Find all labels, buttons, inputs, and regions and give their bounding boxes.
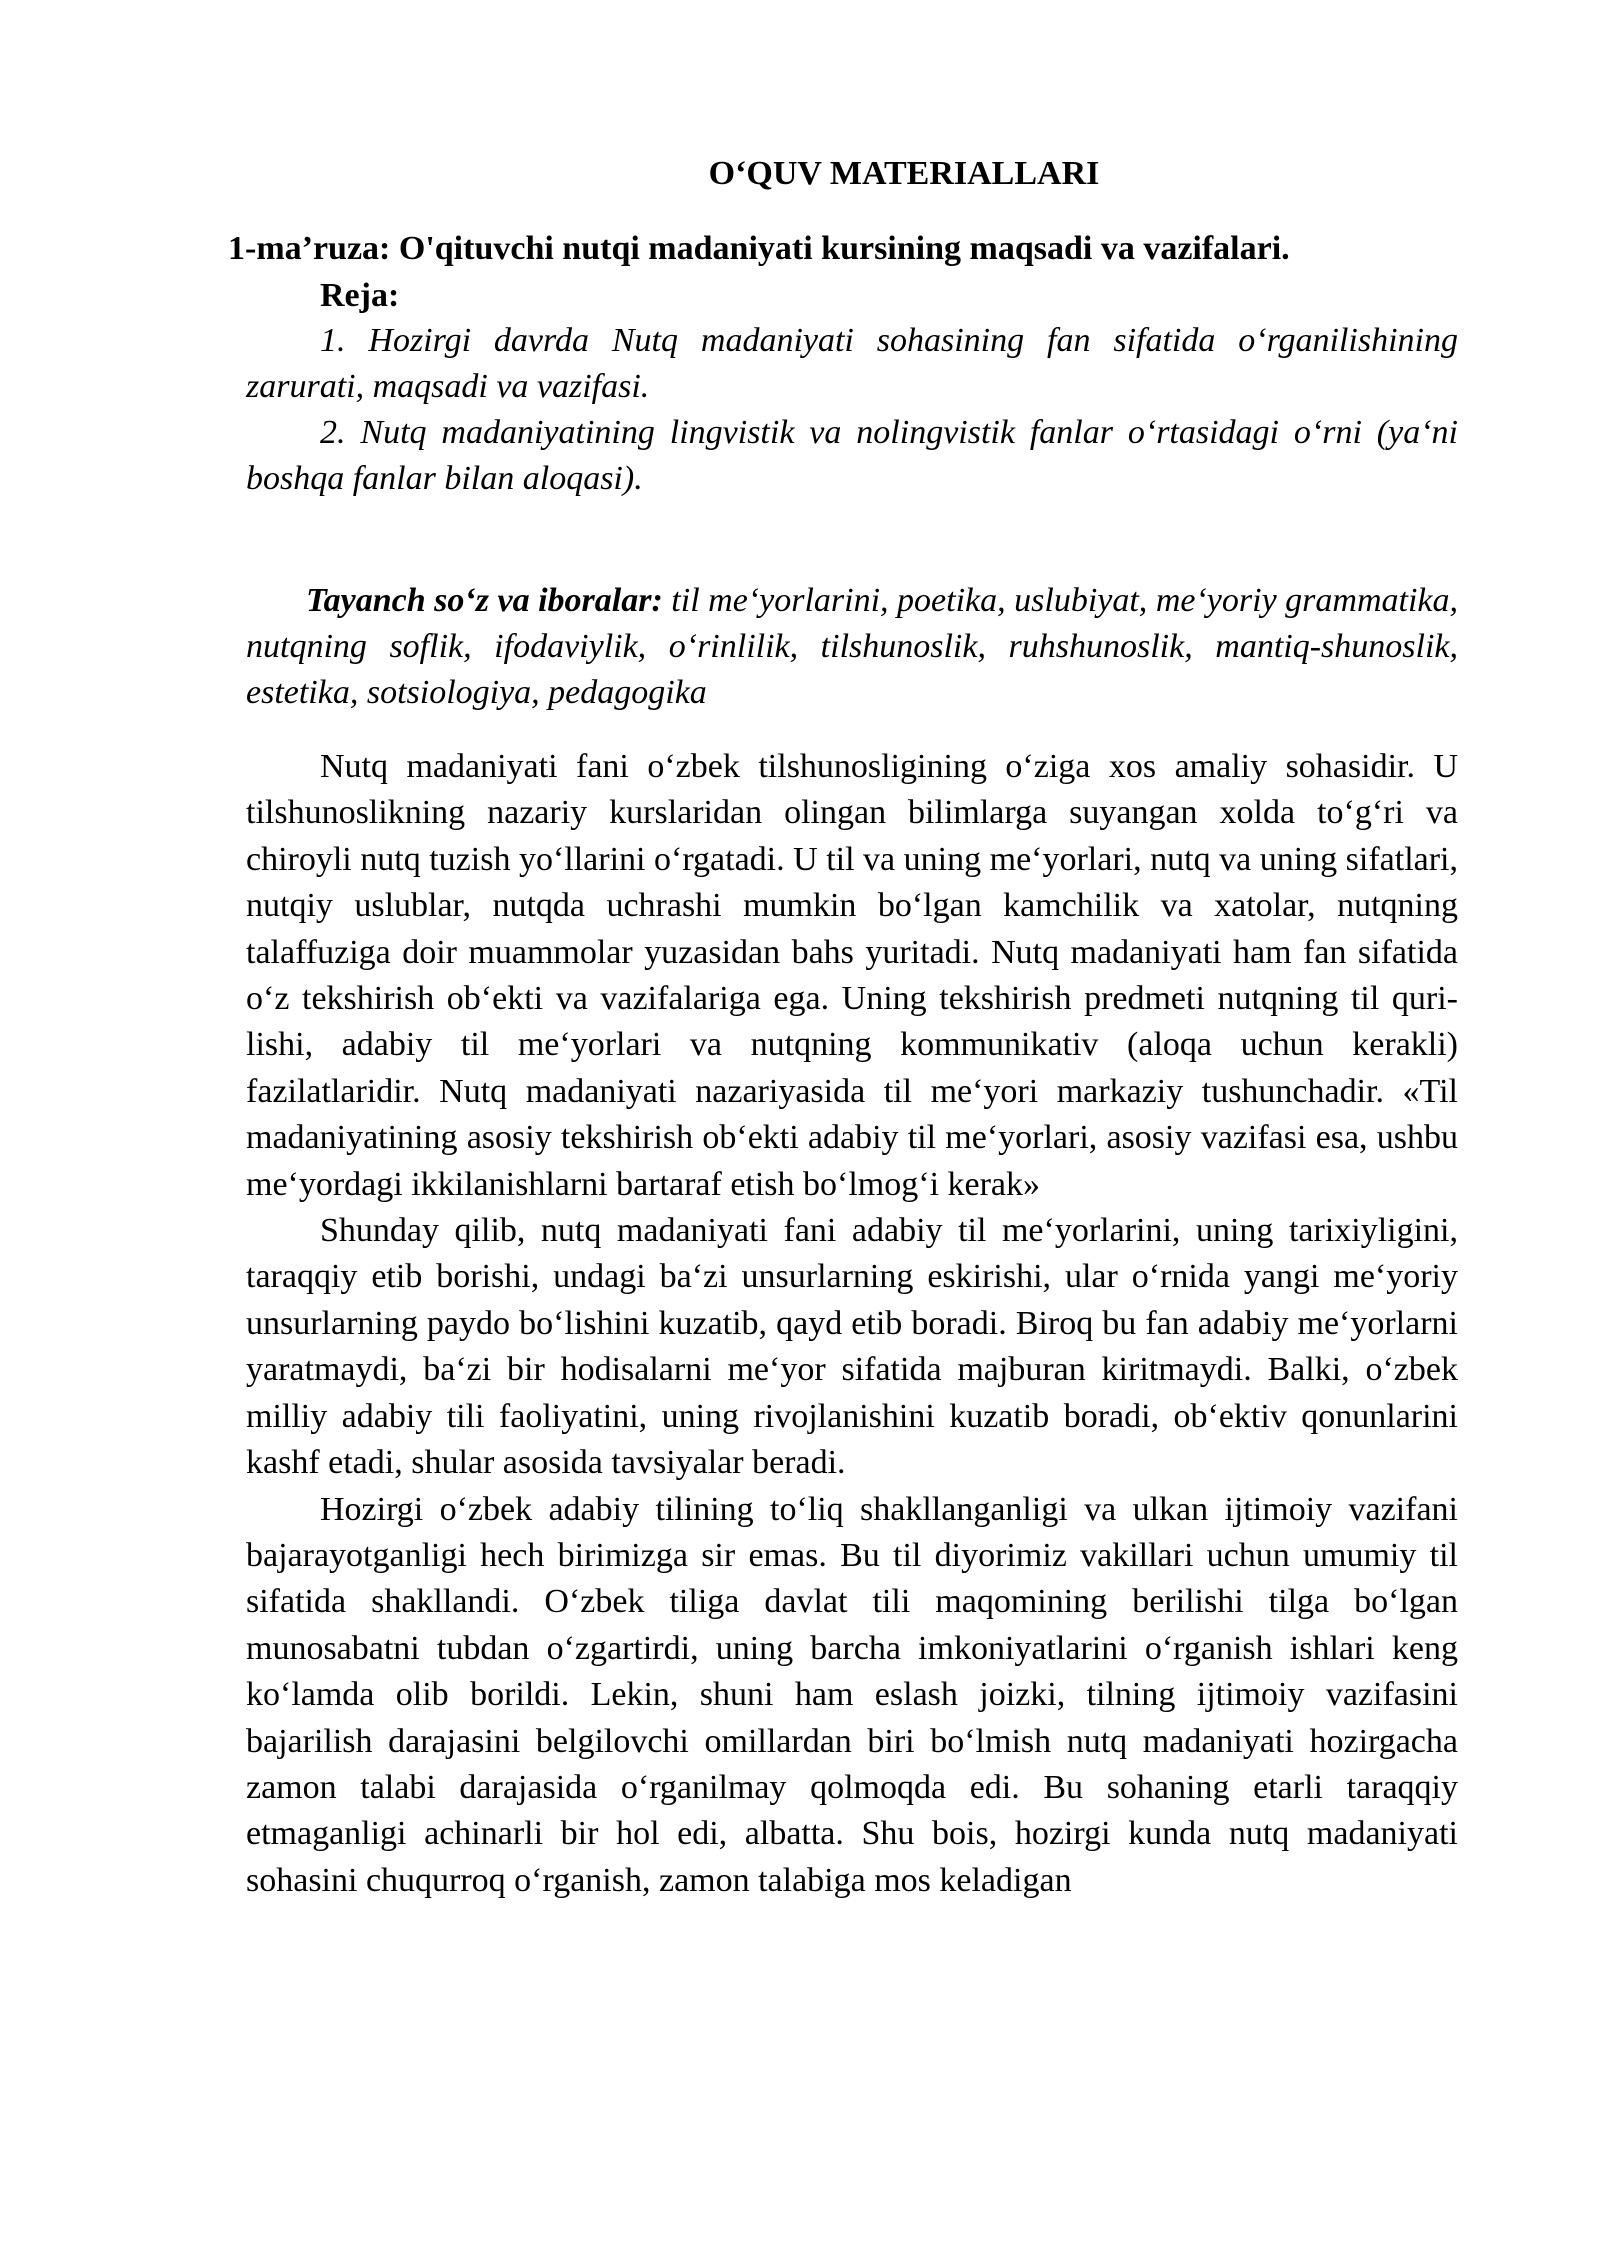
body-paragraph: Shunday qilib, nutq madaniyati fani adabiy til me‘yorlarini, uning tarixiyligini, taraqqiy etib borishi, undagi ba‘zi unsurlarning eskirishi, ular o‘rnida yangi me‘yoriy unsurlarning paydo bo‘lishini kuzatib, qayd etib boradi. Biroq bu fan adabiy me‘yorlarni yaratmaydi, ba‘zi bir hodisalarni me‘yor sifatida majburan kiritmaydi. Balki, o‘zbek milliy adabiy tili faoliyatini, uning rivojlanishini kuzatib boradi, ob‘ektiv qonunlarini kashf etadi, shular asosida tavsiyalar beradi. — [246, 1212, 1458, 1482]
document-title: O‘QUV MATERIALLARI — [708, 155, 1100, 192]
keywords-paragraph — [246, 578, 1458, 716]
plan-item: 2. Nutq madaniyatining lingvistik va nolingvistik fanlar o‘rtasidagi o‘rni (ya‘ni boshqa fanlar bilan aloqasi). — [246, 414, 1458, 497]
plan-label: Reja: — [320, 277, 400, 314]
body-paragraph: Nutq madaniyati fani o‘zbek tilshunosligining o‘ziga xos amaliy sohasidir. U tilshunoslikning nazariy kurslaridan olingan bilimlarga suyangan xolda to‘g‘ri va chiroyli nutq tuzish yo‘llarini o‘rgatadi. U til va uning me‘yorlari, nutq va uning sifatlari, nutqiy uslublar, nutqda uchrashi mumkin bo‘lgan kamchilik va xatolar, nutqning talaffuziga doir muammolar yuzasidan bahs yuritadi. Nutq madaniyati ham fan sifatida o‘z tekshirish ob‘ekti va vazifalariga ega. Uning tekshirish predmeti nutqning til quri-lishi, adabiy til me‘yorlari va nutqning kommunikativ (aloqa uchun kerakli) fazilatlaridir. Nutq madaniyati nazariyasida til me‘yori markaziy tushunchadir. «Til madaniyatining asosiy tekshirish ob‘ekti adabiy til me‘yorlari, asosiy vazifasi esa, ushbu me‘yordagi ikkilanishlarni bartaraf etish bo‘lmog‘i kerak» — [246, 748, 1458, 1203]
keywords-label: Tayanch so‘z va iboralar: — [306, 582, 663, 619]
keywords-list: til me‘yorlarini, poetika, uslubiyat, me‘yoriy grammatika, nutqning soflik, ifodaviylik, o‘rinlilik, tilshunoslik, ruhshunoslik, mantiq-shunoslik, estetika, sotsiologiya, pedagogika — [246, 582, 1458, 711]
lecture-heading: 1-ma’ruza: O'qituvchi nutqi madaniyati kursining maqsadi va vazifalari. — [228, 230, 1290, 267]
body-text — [246, 744, 1458, 1904]
body-paragraph: Hozirgi o‘zbek adabiy tilining to‘liq shakllanganligi va ulkan ijtimoiy vazifani bajarayotganligi hech birimizga sir emas. Bu til diyorimiz vakillari uchun umumiy til sifatida shakllandi. O‘zbek tiliga davlat tili maqomining berilishi tilga bo‘lgan munosabatni tubdan o‘zgartirdi, uning barcha imkoniyatlarini o‘rganish ishlari keng ko‘lamda olib borildi. Lekin, shuni ham eslash joizki, tilning ijtimoiy vazifasini bajarilish darajasini belgilovchi omillardan biri bo‘lmish nutq madaniyati hozirgacha zamon talabi darajasida o‘rganilmay qolmoqda edi. Bu sohaning etarli taraqqiy etmaganligi achinarli bir hol edi, albatta. Shu bois, hozirgi kunda nutq madaniyati sohasini chuqurroq o‘rganish, zamon talabiga mos keladigan — [246, 1490, 1458, 1899]
plan-item: 1. Hozirgi davrda Nutq madaniyati sohasining fan sifatida o‘rganilishining zarurati, maqsadi va vazifasi. — [246, 322, 1458, 405]
